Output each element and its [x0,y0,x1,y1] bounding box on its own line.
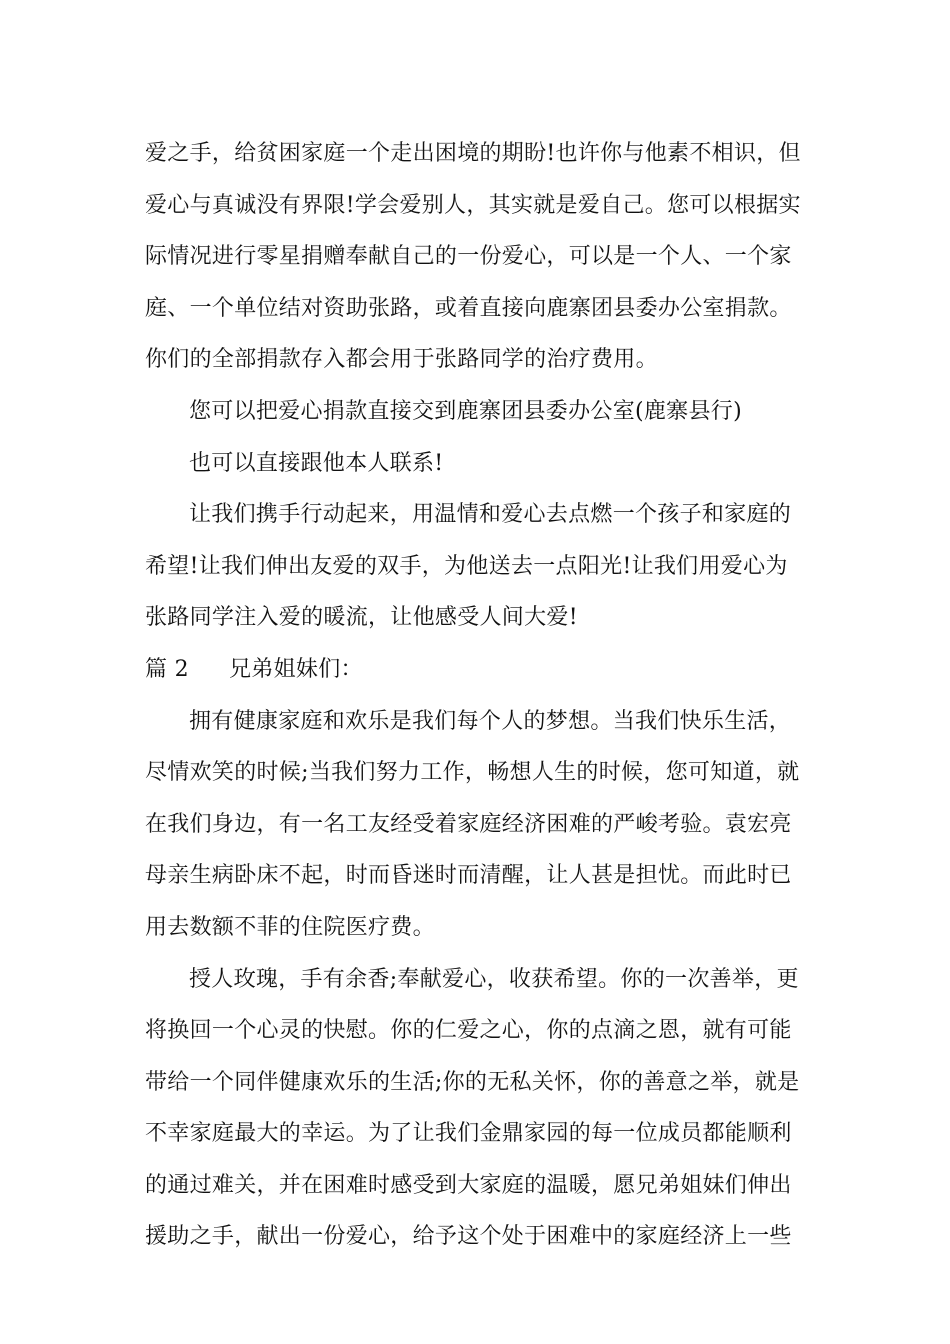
text-line: 你们的全部捐款存入都会用于张路同学的治疗费用。 [145,347,658,373]
text-line: 用去数额不菲的住院医疗费。 [145,914,435,940]
text-line: 张路同学注入爱的暖流，让他感受人间大爱! [145,605,578,631]
text-line: 将换回一个心灵的快慰。你的仁爱之心，你的点滴之恩，就有可能 [145,1018,792,1044]
text-line: 爱心与真诚没有界限!学会爱别人，其实就是爱自己。您可以根据实 [145,192,801,218]
text-line: 庭、一个单位结对资助张路，或着直接向鹿寨团县委办公室捐款。 [145,295,792,321]
text-line: 拥有健康家庭和欢乐是我们每个人的梦想。当我们快乐生活， [189,708,792,734]
section-label: 篇 2 [145,656,189,682]
contact-paragraph: 您可以把爱心捐款直接交到鹿寨团县委办公室(鹿寨县行) [189,398,742,424]
text-line: 带给一个同伴健康欢乐的生活;你的无私关怀，你的善意之举，就是 [145,1069,800,1095]
text-line: 授人玫瑰，手有余香;奉献爱心，收获希望。你的一次善举，更 [189,966,799,992]
text-line: 际情况进行零星捐赠奉献自己的一份爱心，可以是一个人、一个家 [145,244,792,270]
text-line: 母亲生病卧床不起，时而昏迷时而清醒，让人甚是担忧。而此时已 [145,863,792,889]
text-line: 不幸家庭最大的幸运。为了让我们金鼎家园的每一位成员都能顺利 [145,1121,792,1147]
document-body [145,128,810,1263]
section-greeting: 兄弟姐妹们： [229,656,363,682]
section-heading [145,644,810,696]
text-line: 希望!让我们伸出友爱的双手，为他送去一点阳光!让我们用爱心为 [145,553,788,579]
text-line: 援助之手，献出一份爱心，给予这个处于困难中的家庭经济上一些 [145,1224,792,1250]
text-line: 的通过难关，并在困难时感受到大家庭的温暖，愿兄弟姐妹们伸出 [145,1172,792,1198]
text-line: 让我们携手行动起来，用温情和爱心去点燃一个孩子和家庭的 [189,502,792,528]
text-line: 尽情欢笑的时候;当我们努力工作，畅想人生的时候，您可知道，就 [145,760,800,786]
text-line: 爱之手，给贫困家庭一个走出困境的期盼!也许你与他素不相识，但 [145,141,801,166]
direct-contact-paragraph: 也可以直接跟他本人联系! [189,450,444,476]
text-line: 在我们身边，有一名工友经受着家庭经济困难的严峻考验。袁宏亮 [145,811,792,837]
